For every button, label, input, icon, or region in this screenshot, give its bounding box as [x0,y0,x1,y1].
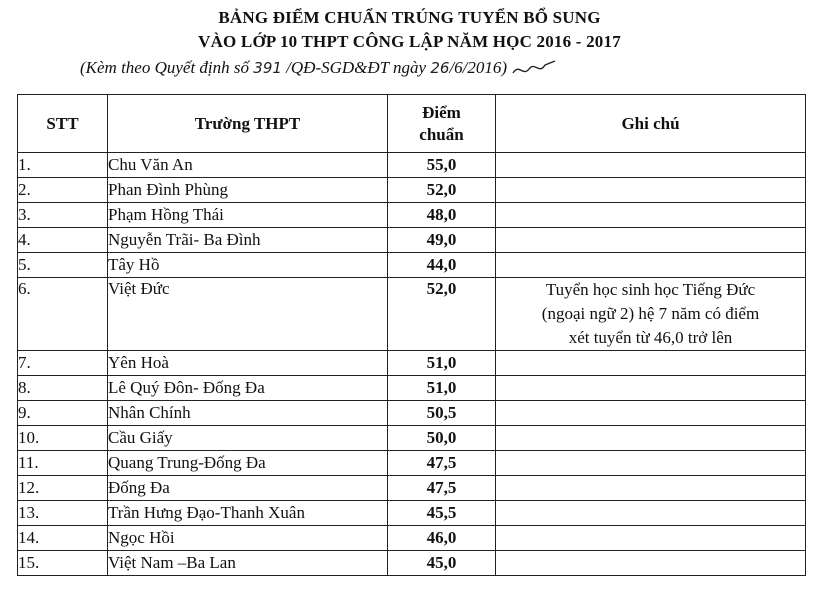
row-stt: 9. [18,401,108,426]
table-row [18,451,806,476]
row-school-name: Việt Đức [108,278,388,351]
table-row [18,153,806,178]
note-line: Tuyển học sinh học Tiếng Đức [545,280,756,299]
table-row [18,178,806,203]
row-stt: 7. [18,351,108,376]
row-stt: 1. [18,153,108,178]
row-note [496,526,806,551]
signature-mark-icon [511,59,557,79]
table-header-row [18,95,806,153]
row-note [496,278,806,351]
row-note [496,351,806,376]
row-score: 50,5 [388,401,496,426]
row-score: 55,0 [388,153,496,178]
row-school-name: Ngọc Hồi [108,526,388,551]
table-row [18,253,806,278]
table-row [18,501,806,526]
row-score: 52,0 [388,178,496,203]
document-title-line-1: BẢNG ĐIỂM CHUẨN TRÚNG TUYỂN BỔ SUNG [218,8,601,27]
row-stt: 10. [18,426,108,451]
row-note [496,376,806,401]
row-score: 44,0 [388,253,496,278]
row-school-name: Chu Văn An [108,153,388,178]
table-row [18,278,806,351]
row-note [496,551,806,576]
table-row [18,401,806,426]
table-row [18,203,806,228]
row-school-name: Trần Hưng Đạo-Thanh Xuân [108,501,388,526]
row-note [496,253,806,278]
row-score: 51,0 [388,376,496,401]
row-stt: 6. [18,278,108,351]
column-header-school: Trường THPT [108,95,388,153]
row-note [496,476,806,501]
table-row [18,551,806,576]
row-note [496,426,806,451]
decision-reference [80,58,740,79]
table-row [18,351,806,376]
row-score: 50,0 [388,426,496,451]
row-score: 45,0 [388,551,496,576]
row-school-name: Quang Trung-Đống Đa [108,451,388,476]
row-score: 48,0 [388,203,496,228]
row-stt: 15. [18,551,108,576]
row-score: 49,0 [388,228,496,253]
row-stt: 14. [18,526,108,551]
subtitle-prefix: (Kèm theo Quyết định số [80,58,250,77]
column-header-note: Ghi chú [496,95,806,153]
row-school-name: Phan Đình Phùng [108,178,388,203]
row-stt: 12. [18,476,108,501]
row-score: 51,0 [388,351,496,376]
table-row [18,376,806,401]
row-stt: 11. [18,451,108,476]
row-score: 52,0 [388,278,496,351]
table-row [18,526,806,551]
row-stt: 4. [18,228,108,253]
row-school-name: Lê Quý Đôn- Đống Đa [108,376,388,401]
admission-score-table [17,94,806,576]
row-school-name: Nhân Chính [108,401,388,426]
row-school-name: Tây Hồ [108,253,388,278]
row-stt: 8. [18,376,108,401]
row-stt: 5. [18,253,108,278]
row-score: 47,5 [388,476,496,501]
row-note [496,178,806,203]
row-note [496,228,806,253]
row-school-name: Yên Hoà [108,351,388,376]
row-score: 45,5 [388,501,496,526]
table-row [18,476,806,501]
decision-number: 391 [253,59,282,77]
column-header-score: Điểm chuẩn [388,95,496,153]
row-stt: 2. [18,178,108,203]
note-line: (ngoại ngữ 2) hệ 7 năm có điểm [541,304,760,323]
table-row [18,228,806,253]
row-school-name: Phạm Hồng Thái [108,203,388,228]
table-row [18,426,806,451]
document-title-line-2: VÀO LỚP 10 THPT CÔNG LẬP NĂM HỌC 2016 - 2017 [198,32,621,51]
row-score: 47,5 [388,451,496,476]
row-note [496,153,806,178]
column-header-stt: STT [18,95,108,153]
row-note [496,203,806,228]
subtitle-suffix: /6/2016) [449,58,508,77]
decision-day: 26 [430,59,450,77]
row-score: 46,0 [388,526,496,551]
row-school-name: Đống Đa [108,476,388,501]
row-stt: 3. [18,203,108,228]
note-line: xét tuyển từ 46,0 trở lên [568,328,733,347]
row-school-name: Cầu Giấy [108,426,388,451]
row-stt: 13. [18,501,108,526]
row-note [496,451,806,476]
row-note [496,501,806,526]
row-school-name: Nguyễn Trãi- Ba Đình [108,228,388,253]
subtitle-mid: /QĐ-SGD&ĐT ngày [286,58,427,77]
row-note [496,401,806,426]
row-school-name: Việt Nam –Ba Lan [108,551,388,576]
